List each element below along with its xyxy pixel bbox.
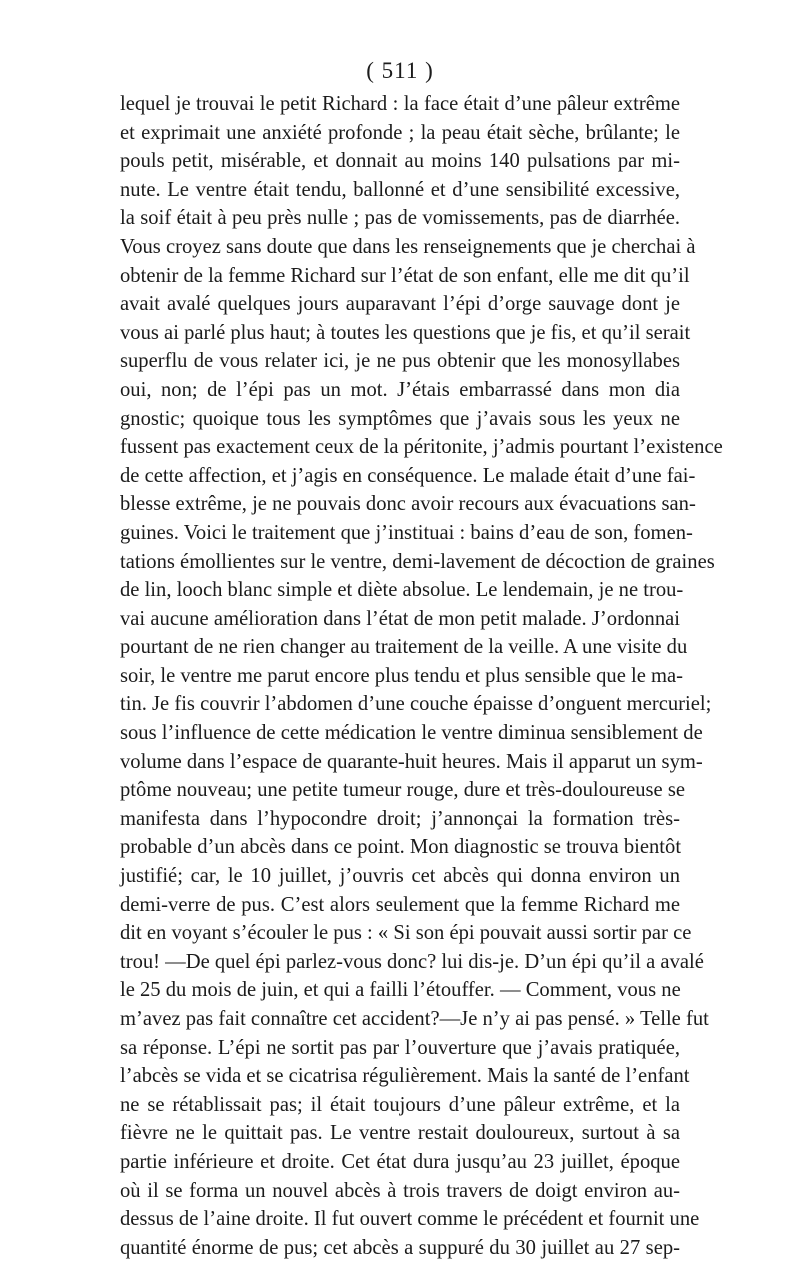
text-line: fussent pas exactement ceux de la péritonite, j’admis pourtant l’existence [120,436,723,459]
text-line: blesse extrême, je ne pouvais donc avoir recours aux évacuations san- [120,493,696,516]
text-line: nute. Le ventre était tendu, ballonné et d’une sensibilité excessive, [120,178,680,201]
text-line: soir, le ventre me parut encore plus tendu et plus sensible que le ma- [120,664,684,687]
text-line: ne se rétablissait pas; il était toujours d’une pâleur extrême, et la [120,1093,680,1116]
text-line: pouls petit, misérable, et donnait au moins 140 pulsations par mi- [120,150,680,173]
text-line: la soif était à peu près nulle ; pas de vomissements, pas de diarrhée. [120,207,680,230]
text-line: demi-verre de pus. C’est alors seulement que la femme Richard me [120,893,680,916]
text-line: guines. Voici le traitement que j’instituai : bains d’eau de son, fomen- [120,521,693,544]
text-line: avait avalé quelques jours auparavant l’épi d’orge sauvage dont je [120,293,680,316]
text-line: superflu de vous relater ici, je ne pus obtenir que les monosyllabes [120,350,680,373]
text-line: sous l’influence de cette médication le ventre diminua sensiblement de [120,722,703,745]
text-line: tin. Je fis couvrir l’abdomen d’une couche épaisse d’onguent mercuriel; [120,693,712,716]
text-line: où il se forma un nouvel abcès à trois travers de doigt environ au- [120,1179,680,1202]
text-line: lequel je trouvai le petit Richard : la face était d’une pâleur extrême [120,93,680,115]
text-line: Vous croyez sans doute que dans les renseignements que je cherchai à [120,235,696,258]
text-line: pourtant de ne rien changer au traitement de la veille. A une visite du [120,636,688,659]
text-line: probable d’un abcès dans ce point. Mon diagnostic se trouva bientôt [120,836,682,859]
text-line: de cette affection, et j’agis en conséquence. Le malade était d’une fai- [120,464,696,487]
text-line: fièvre ne le quittait pas. Le ventre restait douloureux, surtout à sa [120,1122,680,1145]
text-line: quantité énorme de pus; cet abcès a suppuré du 30 juillet au 27 sep- [120,1236,680,1259]
text-line: partie inférieure et droite. Cet état dura jusqu’au 23 juillet, époque [120,1150,680,1173]
text-line: ptôme nouveau; une petite tumeur rouge, dure et très-douloureuse se [120,779,686,802]
text-line: trou! —De quel épi parlez-vous donc? lui dis-je. D’un épi qu’il a avalé [120,950,704,973]
text-line: volume dans l’espace de quarante-huit heures. Mais il apparut un sym- [120,750,703,773]
text-line: le 25 du mois de juin, et qui a failli l’étouffer. — Comment, vous ne [120,979,681,1002]
text-line: de lin, looch blanc simple et diète absolue. Le lendemain, je ne trou- [120,579,684,602]
text-line: manifesta dans l’hypocondre droit; j’annonçai la formation très- [120,807,680,830]
text-line: oui, non; de l’épi pas un mot. J’étais embarrassé dans mon dia [120,378,680,401]
page-number: ( 511 ) [366,58,434,83]
text-line: dit en voyant s’écouler le pus : « Si son épi pouvait aussi sortir par ce [120,922,692,945]
text-line: justifié; car, le 10 juillet, j’ouvris cet abcès qui donna environ un [120,865,680,888]
text-line: tations émollientes sur le ventre, demi-lavement de décoction de graines [120,550,715,573]
text-line: sa réponse. L’épi ne sortit pas par l’ouverture que j’avais pratiquée, [120,1036,680,1059]
text-line: l’abcès se vida et se cicatrisa régulièrement. Mais la santé de l’enfant [120,1065,690,1088]
body-text [120,90,723,1262]
text-line: m’avez pas fait connaître cet accident?—Je n’y ai pas pensé. » Telle fut [120,1008,709,1030]
text-line: vous ai parlé plus haut; à toutes les questions que je fis, et qu’il serait [120,321,691,344]
text-line: dessus de l’aine droite. Il fut ouvert comme le précédent et fournit une [120,1208,700,1231]
text-line: obtenir de la femme Richard sur l’état de son enfant, elle me dit qu’il [120,264,690,287]
text-line: vai aucune amélioration dans l’état de mon petit malade. J’ordonnai [120,607,680,630]
text-line: et exprimait une anxiété profonde ; la peau était sèche, brûlante; le [120,121,680,144]
text-line: gnostic; quoique tous les symptômes que j’avais sous les yeux ne [120,407,680,430]
